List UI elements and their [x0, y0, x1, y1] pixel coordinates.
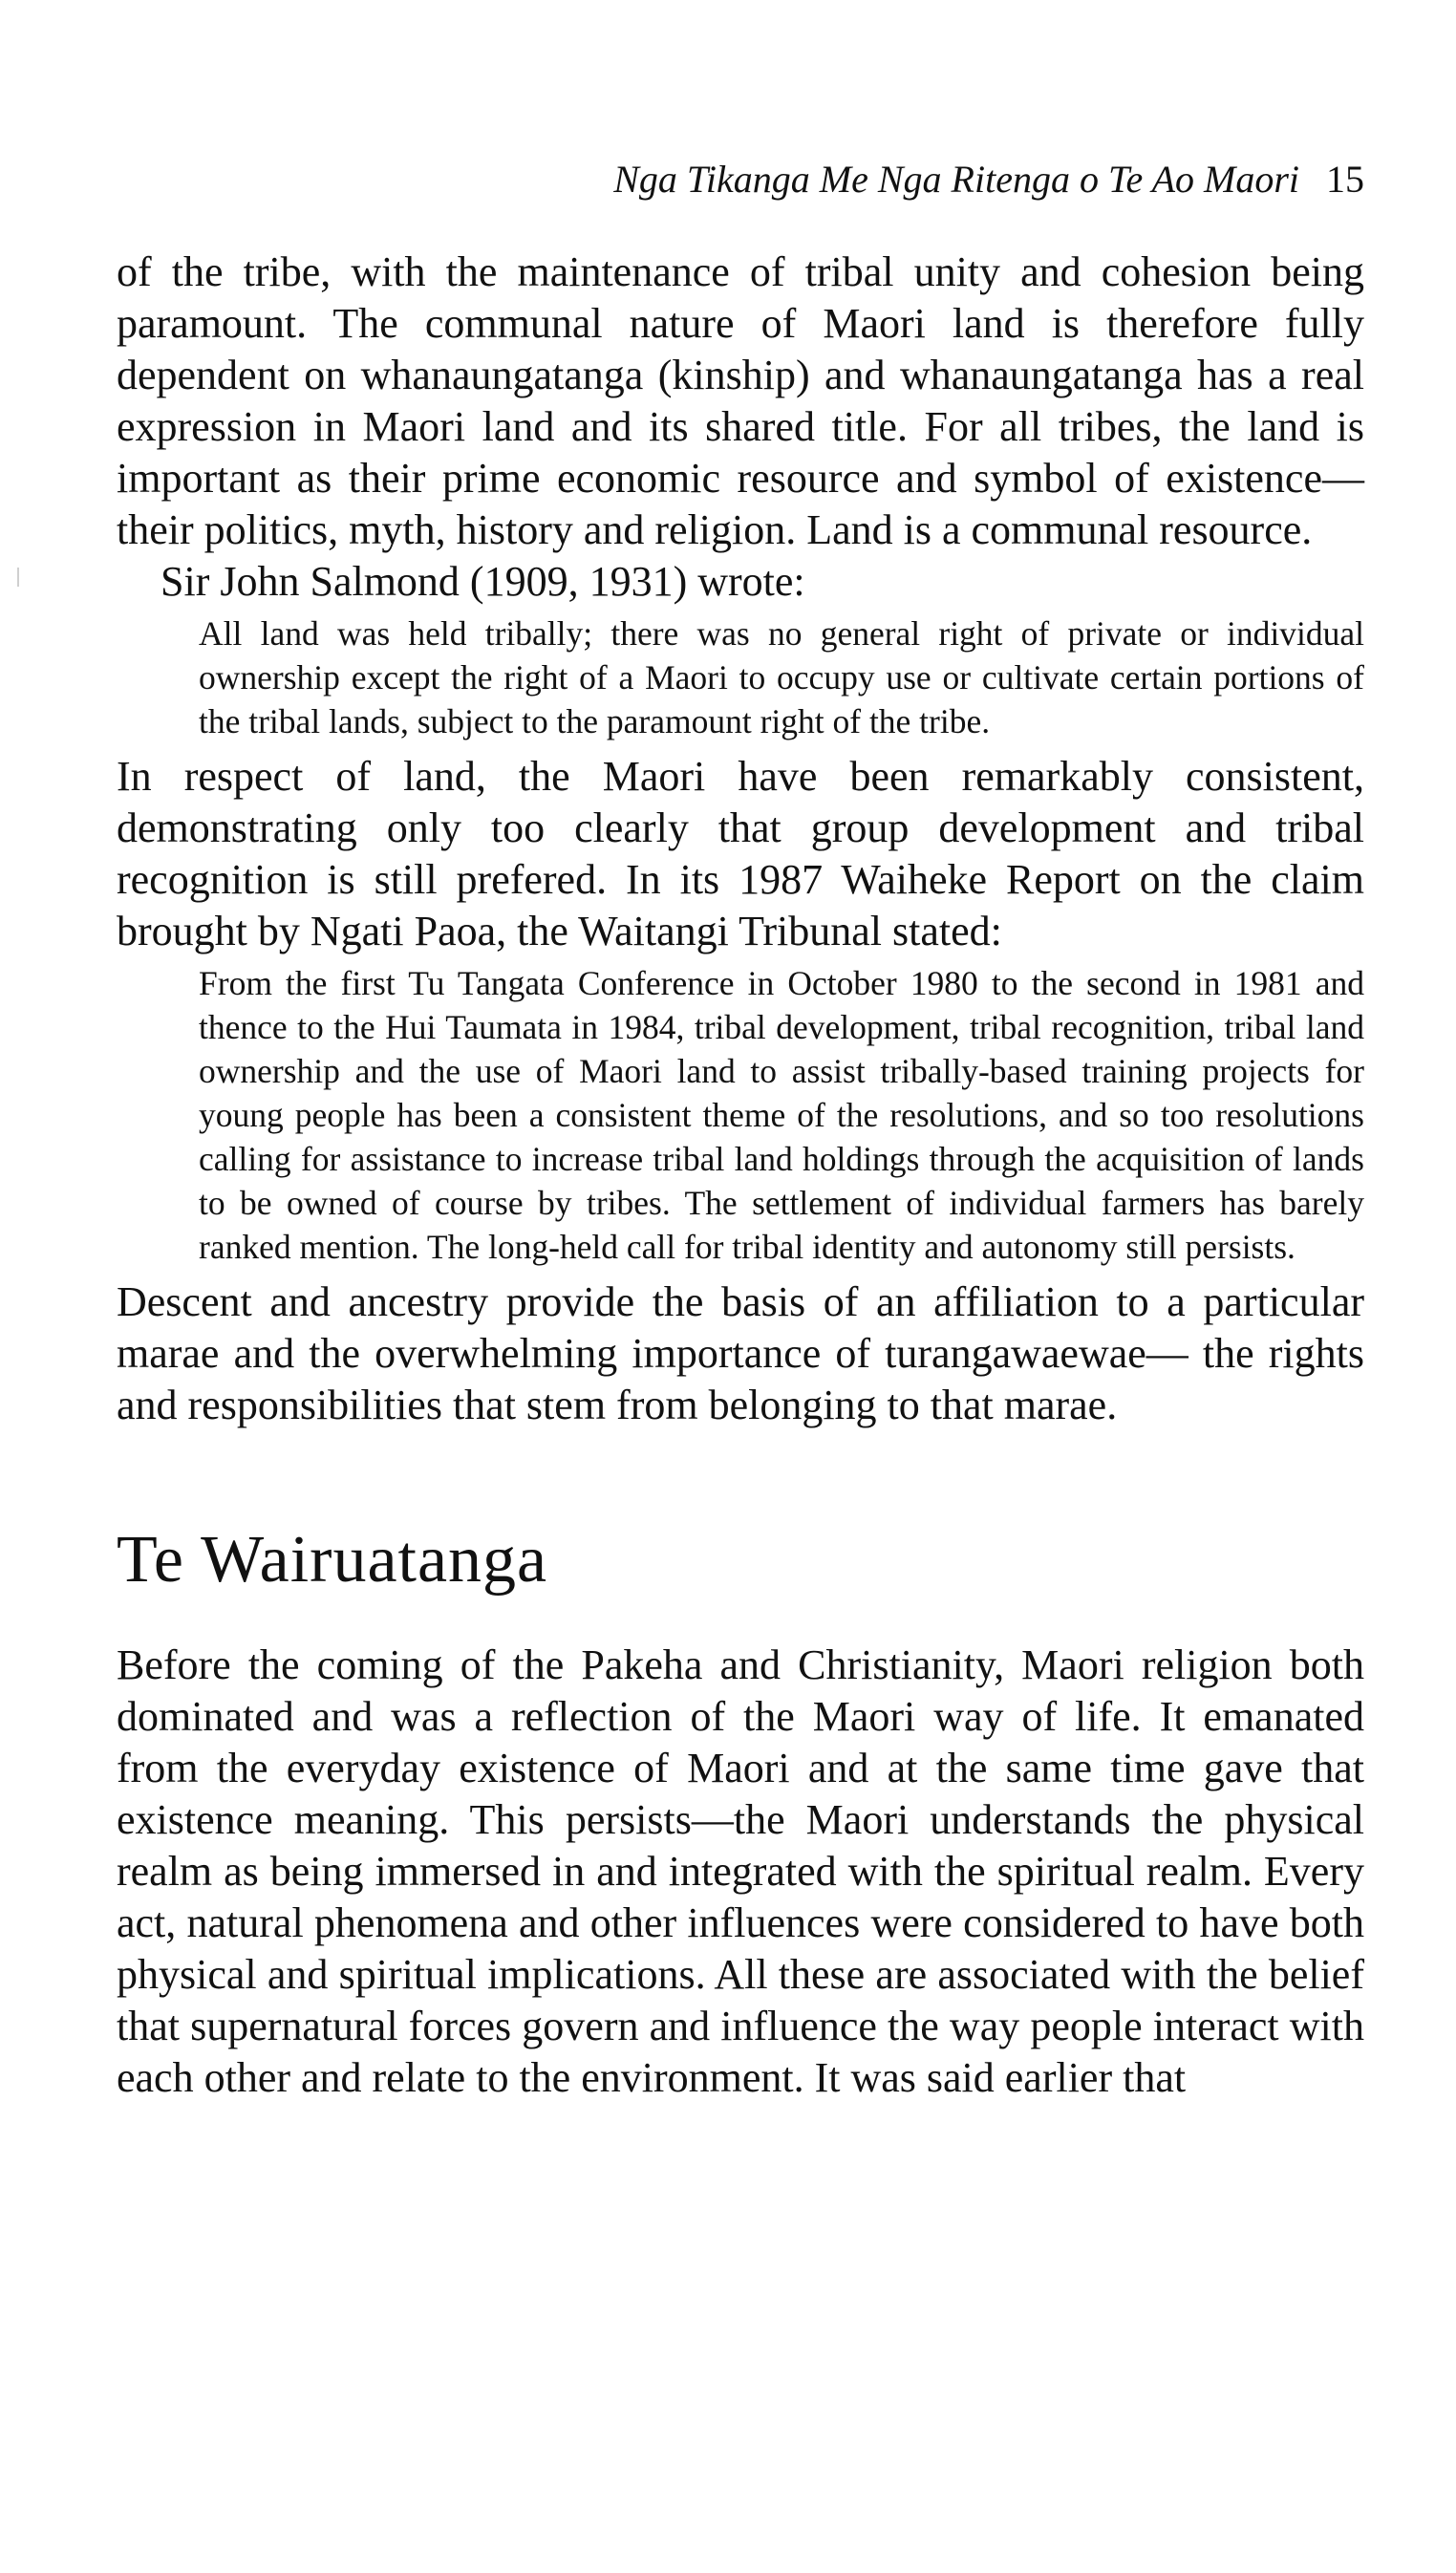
section-heading: Te Wairuatanga: [117, 1523, 548, 1597]
text-block: [117, 247, 1364, 2104]
paragraph-turangawaewae: Descent and ancestry provide the basis of an affiliation to a particular marae and the overwhelming importance of turangawaewae— the rights and responsibilities that stem from belonging to that marae.: [117, 1278, 1364, 1428]
scan-speck: [17, 568, 19, 587]
paragraph-land-consistency: In respect of land, the Maori have been remarkably consistent, demonstrating only too clearly that group development and tribal recognition is still prefered. In its 1987 Waiheke Report on the claim brought by Ngati Paoa, the Waitangi Tribunal stated:: [117, 753, 1364, 954]
running-head-title: Nga Tikanga Me Nga Ritenga o Te Ao Maori: [613, 158, 1299, 201]
paragraph-communal-land: of the tribe, with the maintenance of tribal unity and cohesion being paramount. The communal nature of Maori land is therefore fully dependent on whanaungatanga (kinship) and whanaungatanga has a real expression in Maori land and its shared title. For all tribes, the land is important as their prime economic resource and symbol of existence—their politics, myth, history and religion. Land is a communal resource.: [117, 248, 1364, 553]
page-number: 15: [1326, 158, 1364, 201]
block-quote-waitangi-tribunal: From the first Tu Tangata Conference in October 1980 to the second in 1981 and thence to the Hui Taumata in 1984, tribal development, tribal recognition, tribal land ownership and the use of Maori land to assist tribally-based training projects for young people has been a consistent theme of the resolutions, and so too resolutions calling for assistance to increase tribal land holdings through the acquisition of lands to be owned of course by tribes. The settlement of individual farmers has barely ranked mention. The long-held call for tribal identity and autonomy still persists.: [199, 964, 1364, 1266]
block-quote-salmond: All land was held tribally; there was no general right of private or individual ownership except the right of a Maori to occupy use or cultivate certain portions of the tribal lands, subject to the paramount right of the tribe.: [199, 614, 1364, 740]
paragraph-maori-religion: Before the coming of the Pakeha and Christianity, Maori religion both dominated and was a reflection of the Maori way of life. It emanated from the everyday existence of Maori and at the same time gave that existence meaning. This persists—the Maori understands the physical realm as being immersed in and integrated with the spiritual realm. Every act, natural phenomena and other influences were considered to have both physical and spiritual implications. All these are associated with the belief that supernatural forces govern and influence the way people interact with each other and relate to the environment. It was said earlier that: [117, 1641, 1364, 2101]
running-head: [613, 158, 1364, 201]
paragraph-salmond-intro: Sir John Salmond (1909, 1931) wrote:: [161, 558, 805, 605]
